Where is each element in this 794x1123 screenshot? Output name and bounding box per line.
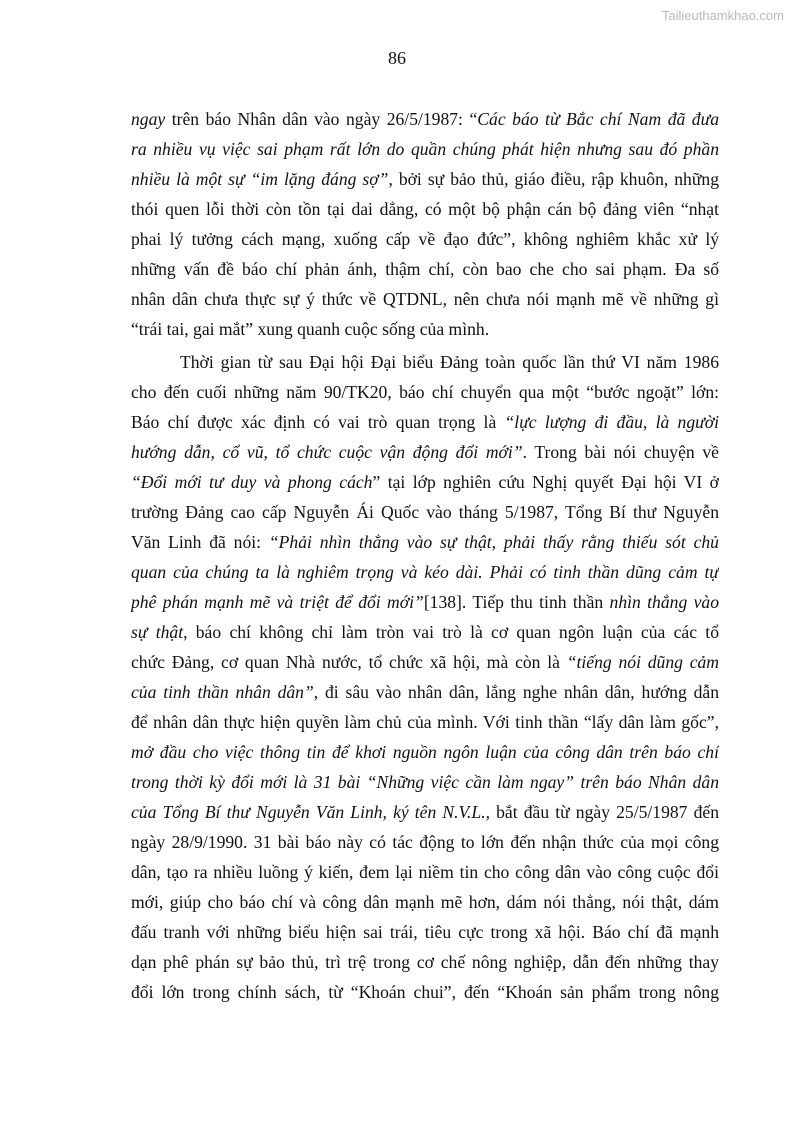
text-line: chức Đảng, cơ quan Nhà nước, tổ chức xã hội, mà còn là “tiếng nói dũng cảm [131,652,719,672]
text-line: Văn Linh đã nói: “Phải nhìn thẳng vào sự thật, phải thấy rằng thiếu sót chủ [131,532,719,552]
text-line: của tinh thần nhân dân”, đi sâu vào nhân dân, lắng nghe nhân dân, hướng dẫn [131,682,719,702]
text-line: dân, tạo ra nhiều luồng ý kiến, đem lại niềm tin cho công dân vào công cuộc đổi [131,862,719,882]
text-line: phai lý tưởng cách mạng, xuống cấp về đạo đức”, không nghiêm khắc xử lý [131,229,719,249]
text-line: Thời gian từ sau Đại hội Đại biểu Đảng toàn quốc lần thứ VI năm 1986 [180,352,719,372]
text-line: trường Đảng cao cấp Nguyễn Ái Quốc vào tháng 5/1987, Tổng Bí thư Nguyễn [131,502,719,522]
text-line: đổi lớn trong chính sách, từ “Khoán chui”, đến “Khoán sản phẩm trong nông [131,982,719,1002]
text-line: thói quen lỗi thời còn tồn tại dai dẳng, có một bộ phận cán bộ đảng viên “nhạt [131,199,719,219]
text-line: Báo chí được xác định có vai trò quan trọng là “lực lượng đi đầu, là người [131,412,719,432]
text-line: dạn phê phán sự bảo thủ, trì trệ trong cơ chế nông nghiệp, dẫn đến những thay [131,952,719,972]
text-line: quan của chúng ta là nghiêm trọng và kéo dài. Phải có tinh thần dũng cảm tự [131,562,719,582]
text-line: phê phán mạnh mẽ và triệt để đổi mới”[138]. Tiếp thu tinh thần nhìn thẳng vào [131,592,719,612]
text-line: đấu tranh với những biểu hiện sai trái, tiêu cực trong xã hội. Báo chí đã mạnh [131,922,719,942]
text-line: hướng dẫn, cổ vũ, tổ chức cuộc vận động đổi mới”. Trong bài nói chuyện về [131,442,719,462]
text-line: để nhân dân thực hiện quyền làm chủ của mình. Với tinh thần “lấy dân làm gốc”, [131,712,719,732]
text-line: ngay trên báo Nhân dân vào ngày 26/5/1987: “Các báo từ Bắc chí Nam đã đưa [131,109,719,129]
text-line: nhân dân chưa thực sự ý thức về QTDNL, nên chưa nói mạnh mẽ về những gì [131,289,719,309]
text-line: ngày 28/9/1990. 31 bài báo này có tác động to lớn đến nhận thức của mọi công [131,832,719,852]
text-line: mở đầu cho việc thông tin để khơi nguồn ngôn luận của công dân trên báo chí [131,742,719,762]
page-number: 86 [388,48,406,68]
text-line: của Tổng Bí thư Nguyễn Văn Linh, ký tên N.V.L., bắt đầu từ ngày 25/5/1987 đến [131,802,719,822]
text-line: trong thời kỳ đổi mới là 31 bài “Những việc cần làm ngay” trên báo Nhân dân [131,772,719,792]
text-line: nhiều là một sự “im lặng đáng sợ”, bởi sự bảo thủ, giáo điều, rập khuôn, những [131,169,719,189]
text-line: cho đến cuối những năm 90/TK20, báo chí chuyển qua một “bước ngoặt” lớn: [131,382,719,402]
text-line: sự thật, báo chí không chỉ làm tròn vai trò là cơ quan ngôn luận của các tổ [131,622,719,642]
text-line: “Đổi mới tư duy và phong cách” tại lớp nghiên cứu Nghị quyết Đại hội VI ở [131,472,719,492]
text-line: “trái tai, gai mắt” xung quanh cuộc sống của mình. [131,319,490,339]
text-line: những vấn đề báo chí phản ánh, thậm chí, còn bao che cho sai phạm. Đa số [131,259,719,279]
watermark: Tailieuthamkhao.com [661,8,784,23]
body-text [131,104,719,1007]
text-line: mới, giúp cho báo chí và công dân mạnh mẽ hơn, dám nói thẳng, nói thật, dám [131,892,719,912]
text-line: ra nhiều vụ việc sai phạm rất lớn do quần chúng phát hiện nhưng sau đó phần [131,139,719,159]
